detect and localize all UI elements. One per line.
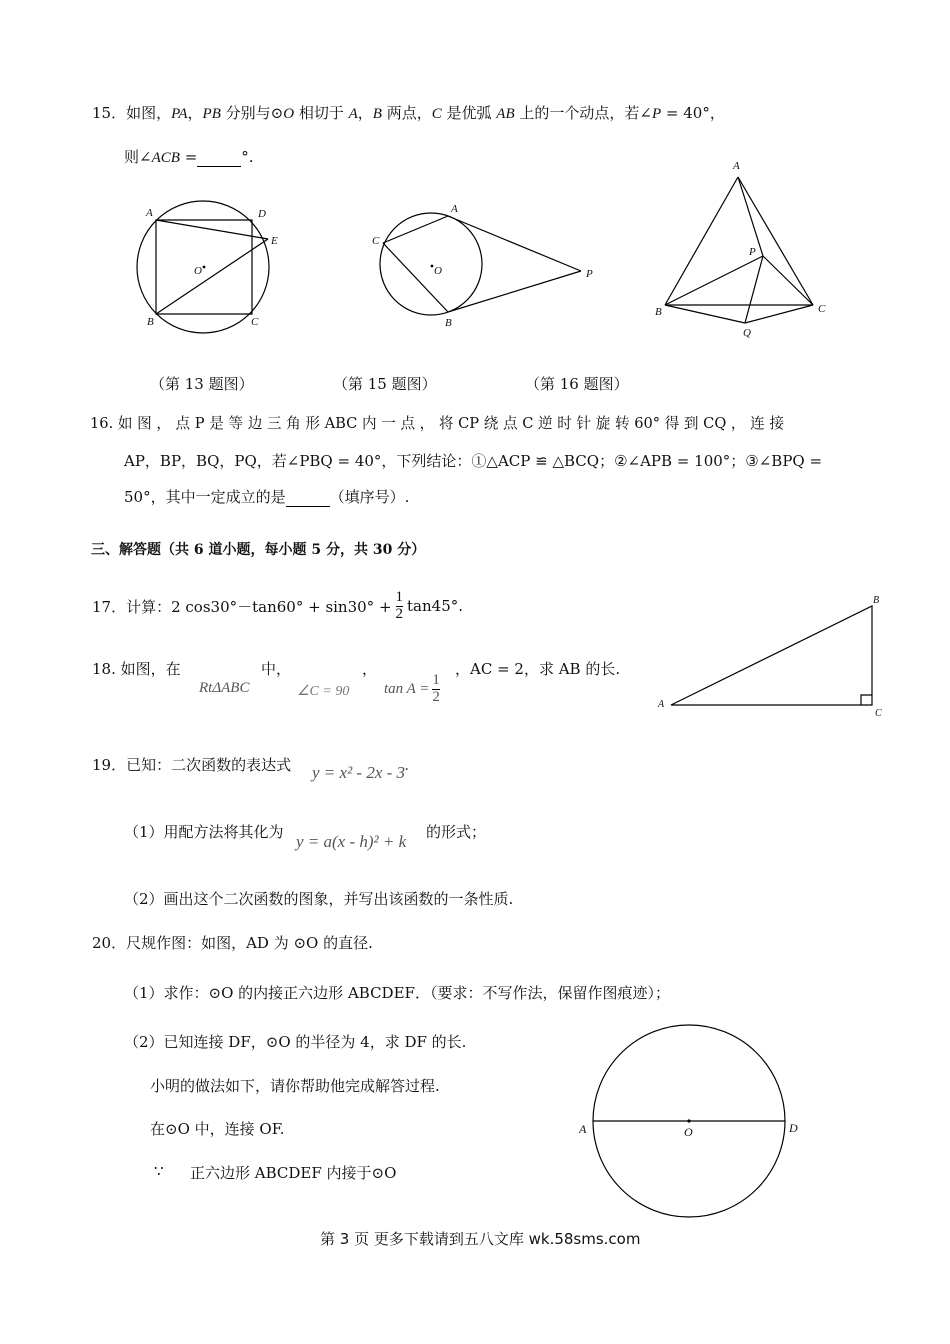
q18-rt-triangle: RtΔABC [199,680,250,696]
q18-prefix: 18. 如图，在 [92,660,181,678]
q17-fraction: $\frac{1}{2}$ [395,589,404,622]
fig18-label-b: B [873,595,880,606]
q20-part2: （2）已知连接 DF，⊙O 的半径为 4，求 DF 的长. [124,1033,467,1051]
q17: 17．计算：2 cos30°－tan60° + sin30° + $\frac{1}{2}$ tan45°. [92,589,464,622]
q20-because-symbol: ∵ [154,1162,164,1180]
fig13-caption: （第 13 题图） [150,375,254,393]
q18-angle-c: ∠C = 90 [297,684,350,699]
q18-fraction: $\frac{1}{2}$ [432,672,440,705]
section-3-heading: 三、解答题（共 6 道小题，每小题 5 分，共 30 分） [91,542,426,558]
fig13-label-c: C [251,316,259,328]
fig13-label-e: E [271,235,278,247]
q18-tan: tan A = $\frac{1}{2}$ [384,672,440,705]
q18-mid2: ， [362,660,378,678]
q20-line3: 正六边形 ABCDEF 内接于⊙O [190,1164,397,1182]
fig20-label-o: O [684,1125,693,1139]
q16-line2: AP，BP，BQ，PQ，若∠PBQ = 40°，下列结论：①△ACP ≌ △BCQ；②∠APB = 100°；③∠BPQ = [124,452,823,470]
fig15-label-c: C [372,235,380,247]
q19-part1-suffix: 的形式； [426,823,487,841]
fig16-label-b: B [655,306,662,318]
fig13-label-b: B [147,316,154,328]
fig20-label-a: A [579,1122,587,1136]
fig15-label-o: O [434,265,442,277]
q20-line2: 在⊙O 中，连接 OF. [150,1120,285,1138]
fig16-label-a: A [733,160,740,172]
q15-line1: 15．如图，PA，PB 分别与⊙O 相切于 A，B 两点，C 是优弧 AB 上的一个动点，若∠P = 40°， [92,104,725,122]
fig16-caption: （第 16 题图） [525,375,629,393]
fig13-label-o: O [194,265,202,277]
fig13-label-a: A [146,207,153,219]
page-footer: 第 3 页 更多下载请到五八文库 wk.58sms.com [320,1230,641,1248]
q20-line1: 小明的做法如下，请你帮助他完成解答过程. [150,1077,440,1095]
q18-suffix: ，AC = 2，求 AB 的长. [455,660,621,678]
q20-intro: 20．尺规作图：如图，AD 为 ⊙O 的直径. [92,934,373,952]
q19-part2: （2）画出这个二次函数的图象，并写出该函数的一条性质. [124,890,514,908]
fig16-label-p: P [749,246,756,258]
fig13-label-d: D [258,208,266,220]
q18-mid1: 中， [261,660,292,678]
fig18-label-a: A [658,699,665,710]
q19-vertex-form: y = a(x - h)² + k [296,832,407,851]
fig16-label-q: Q [743,327,751,339]
fig15-label-p: P [586,268,593,280]
q15-line2: 则∠ACB = °. [124,148,254,166]
fig15-label-a: A [451,203,458,215]
q16-line3: 50°，其中一定成立的是 （填序号）. [124,488,410,506]
q19-part1: （1）用配方法将其化为 [124,823,284,841]
fig15-label-b: B [445,317,452,329]
q19-expression: y = x² - 2x - 3. [312,755,410,782]
fig18-label-c: C [875,708,882,719]
q20-part1: （1）求作：⊙O 的内接正六边形 ABCDEF．（要求：不写作法，保留作图痕迹）； [124,984,670,1002]
q16-line1: 16. 如 图 ， 点 P 是 等 边 三 角 形 ABC 内 一 点 ， 将 CP 绕 点 C 逆 时 针 旋 转 60° 得 到 CQ ， 连 接 [90,415,784,432]
fig15-caption: （第 15 题图） [333,375,437,393]
fig16-label-c: C [818,303,826,315]
q19-intro: 19．已知：二次函数的表达式 [92,756,292,774]
fig20-label-d: D [789,1121,798,1135]
